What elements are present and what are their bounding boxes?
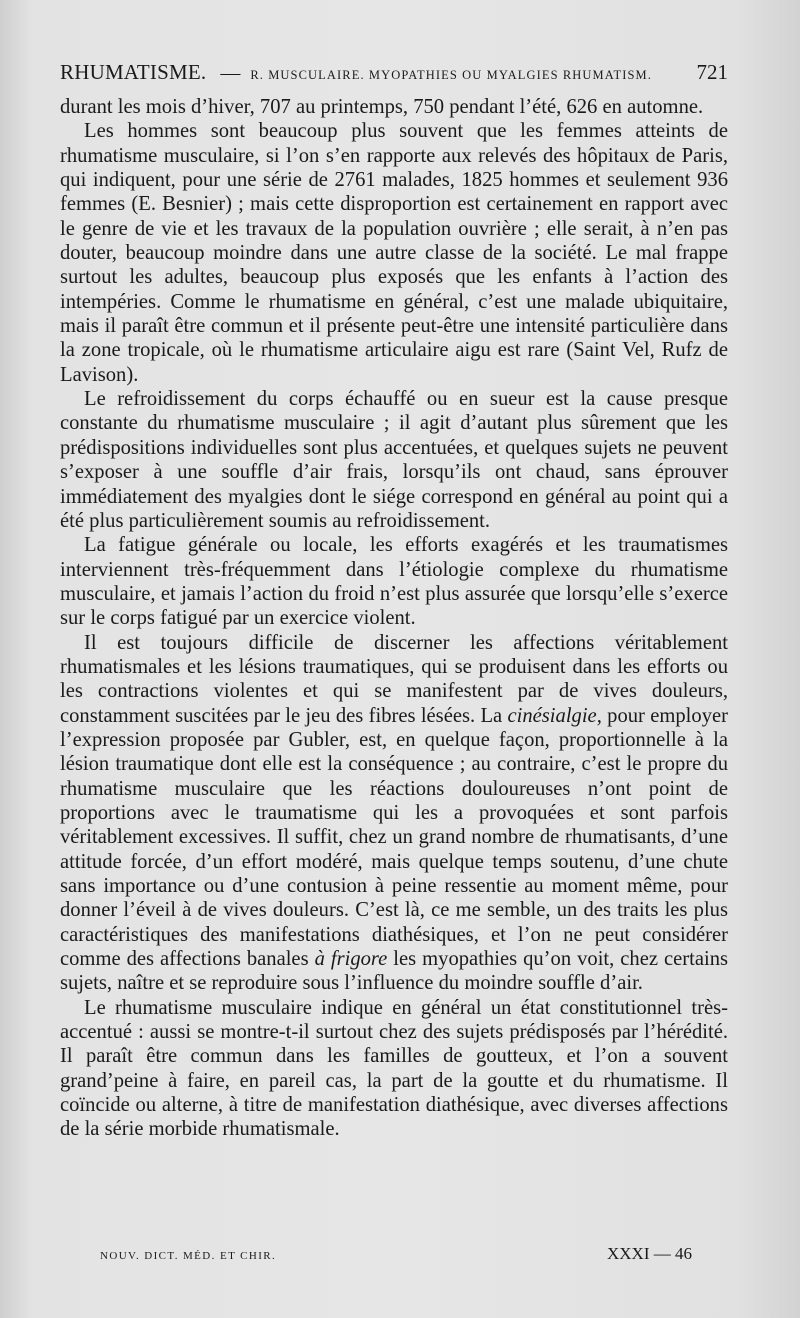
paragraph-text: Les hommes sont beaucoup plus souvent que les femmes atteints de rhumatisme musculaire, si l’on s’en rapporte aux relevés des hôpitaux de Paris, qui indiquent, pour une série de 2761 malades, 1825 hommes et seulement 936 femmes (E. Besnier) ; mais cette disproportion est certainement en rapport avec le genre de vie et les travaux de la population ouvrière ; elle serait, à n’en pas douter, beaucoup moindre dans une autre classe de la société. Le mal frappe surtout les adultes, beaucoup plus exposés que les enfants à l’action des intempéries. Comme le rhumatisme en général, c’est une malade ubiquitaire, mais il paraît être commun et il présente peut-être une intensité particulière dans la zone tropicale, où le rhumatisme articulaire aigu est rare (Saint Vel, Rufz de Lavison). (60, 120, 728, 386)
page-footer (100, 1244, 692, 1264)
header-dash: — (220, 62, 241, 84)
paragraph-text: durant les mois d’hiver, 707 au printemps, 750 pendant l’été, 626 en automne. (60, 96, 704, 118)
paragraph-text: Le rhumatisme musculaire indique en général un état constitutionnel très-accentué : aussi se montre-t-il surtout chez des sujets prédisposés par l’hérédité. Il paraît être commun dans les familles de goutteux, et l’on a souvent grand’peine à faire, en pareil cas, la part de la goutte et du rhumatisme. Il coïncide ou alterne, à titre de manifestation diathésique, avec diverses affections de la série morbide rhumatismale. (60, 996, 728, 1141)
footer-signature-left: NOUV. DICT. MÉD. ET CHIR. (100, 1250, 277, 1262)
paragraph (60, 533, 728, 630)
footer-signature-right: XXXI — 46 (607, 1244, 692, 1263)
italic-term: à frigore (314, 948, 388, 971)
paragraph (60, 95, 728, 119)
paragraph-text: pour employer l’expression proposée par Gubler, est, en quelque façon, proportionnelle à la lésion traumatique dont elle est la conséquence ; au contraire, c’est le propre du rhumatisme musculaire que les réactions douloureuses n’ont point de proportions avec le traumatisme qui les a provoquées et sont parfois véritablement excessives. Il suffit, chez un grand nombre de rhumatisants, d’une attitude forcée, d’un effort modéré, mais quelque temps soutenu, d’une chute sans importance ou d’une contusion à peine ressentie au moment même, pour donner l’éveil à de vives douleurs. C’est là, ce me semble, un des traits les plus caractéristiques des manifestations diathésiques, et l’on ne peut considérer comme des affections banales (60, 704, 728, 971)
paragraph (60, 119, 728, 387)
paragraph-text: Il est toujours difficile de discerner les affections véritablement rhumatismales et les lésions traumatiques, qui se produisent dans les efforts ou les contractions violentes et qui se manifestent par de vives douleurs, constamment suscitées par le jeu des fibres lésées. La (60, 631, 728, 727)
running-header (60, 60, 728, 88)
italic-term: cinésialgie, (507, 704, 602, 727)
page-number: 721 (696, 60, 728, 84)
paragraph-text: les myopathies qu’on voit, chez certains sujets, naître et se reproduire sous l’influence du moindre souffle d’air. (60, 948, 729, 995)
header-subtitle: R. MUSCULAIRE. MYOPATHIES OU MYALGIES RHUMATISM. (250, 68, 652, 82)
header-title: RHUMATISME. (60, 60, 207, 84)
paragraph (60, 387, 728, 533)
paragraph-text: Le refroidissement du corps échauffé ou en sueur est la cause presque constante du rhumatisme musculaire ; il agit d’autant plus sûrement que les prédispositions individuelles sont plus accentuées, et quelques sujets ne peuvent s’exposer à une souffle d’air frais, lorsqu’ils ont chaud, sans éprouver immédiatement des myalgies dont le siége correspond en général au point qui a été plus particulièrement soumis au refroidissement. (60, 388, 728, 532)
body-text (60, 95, 728, 1142)
paragraph-text: La fatigue générale ou locale, les efforts exagérés et les traumatismes interviennent très-fréquemment dans l’étiologie complexe du rhumatisme musculaire, et jamais l’action du froid n’est plus assurée que lorsqu’elle s’exerce sur le corps fatigué par un exercice violent. (60, 534, 728, 630)
paragraph (60, 996, 728, 1142)
paragraph (60, 631, 728, 996)
